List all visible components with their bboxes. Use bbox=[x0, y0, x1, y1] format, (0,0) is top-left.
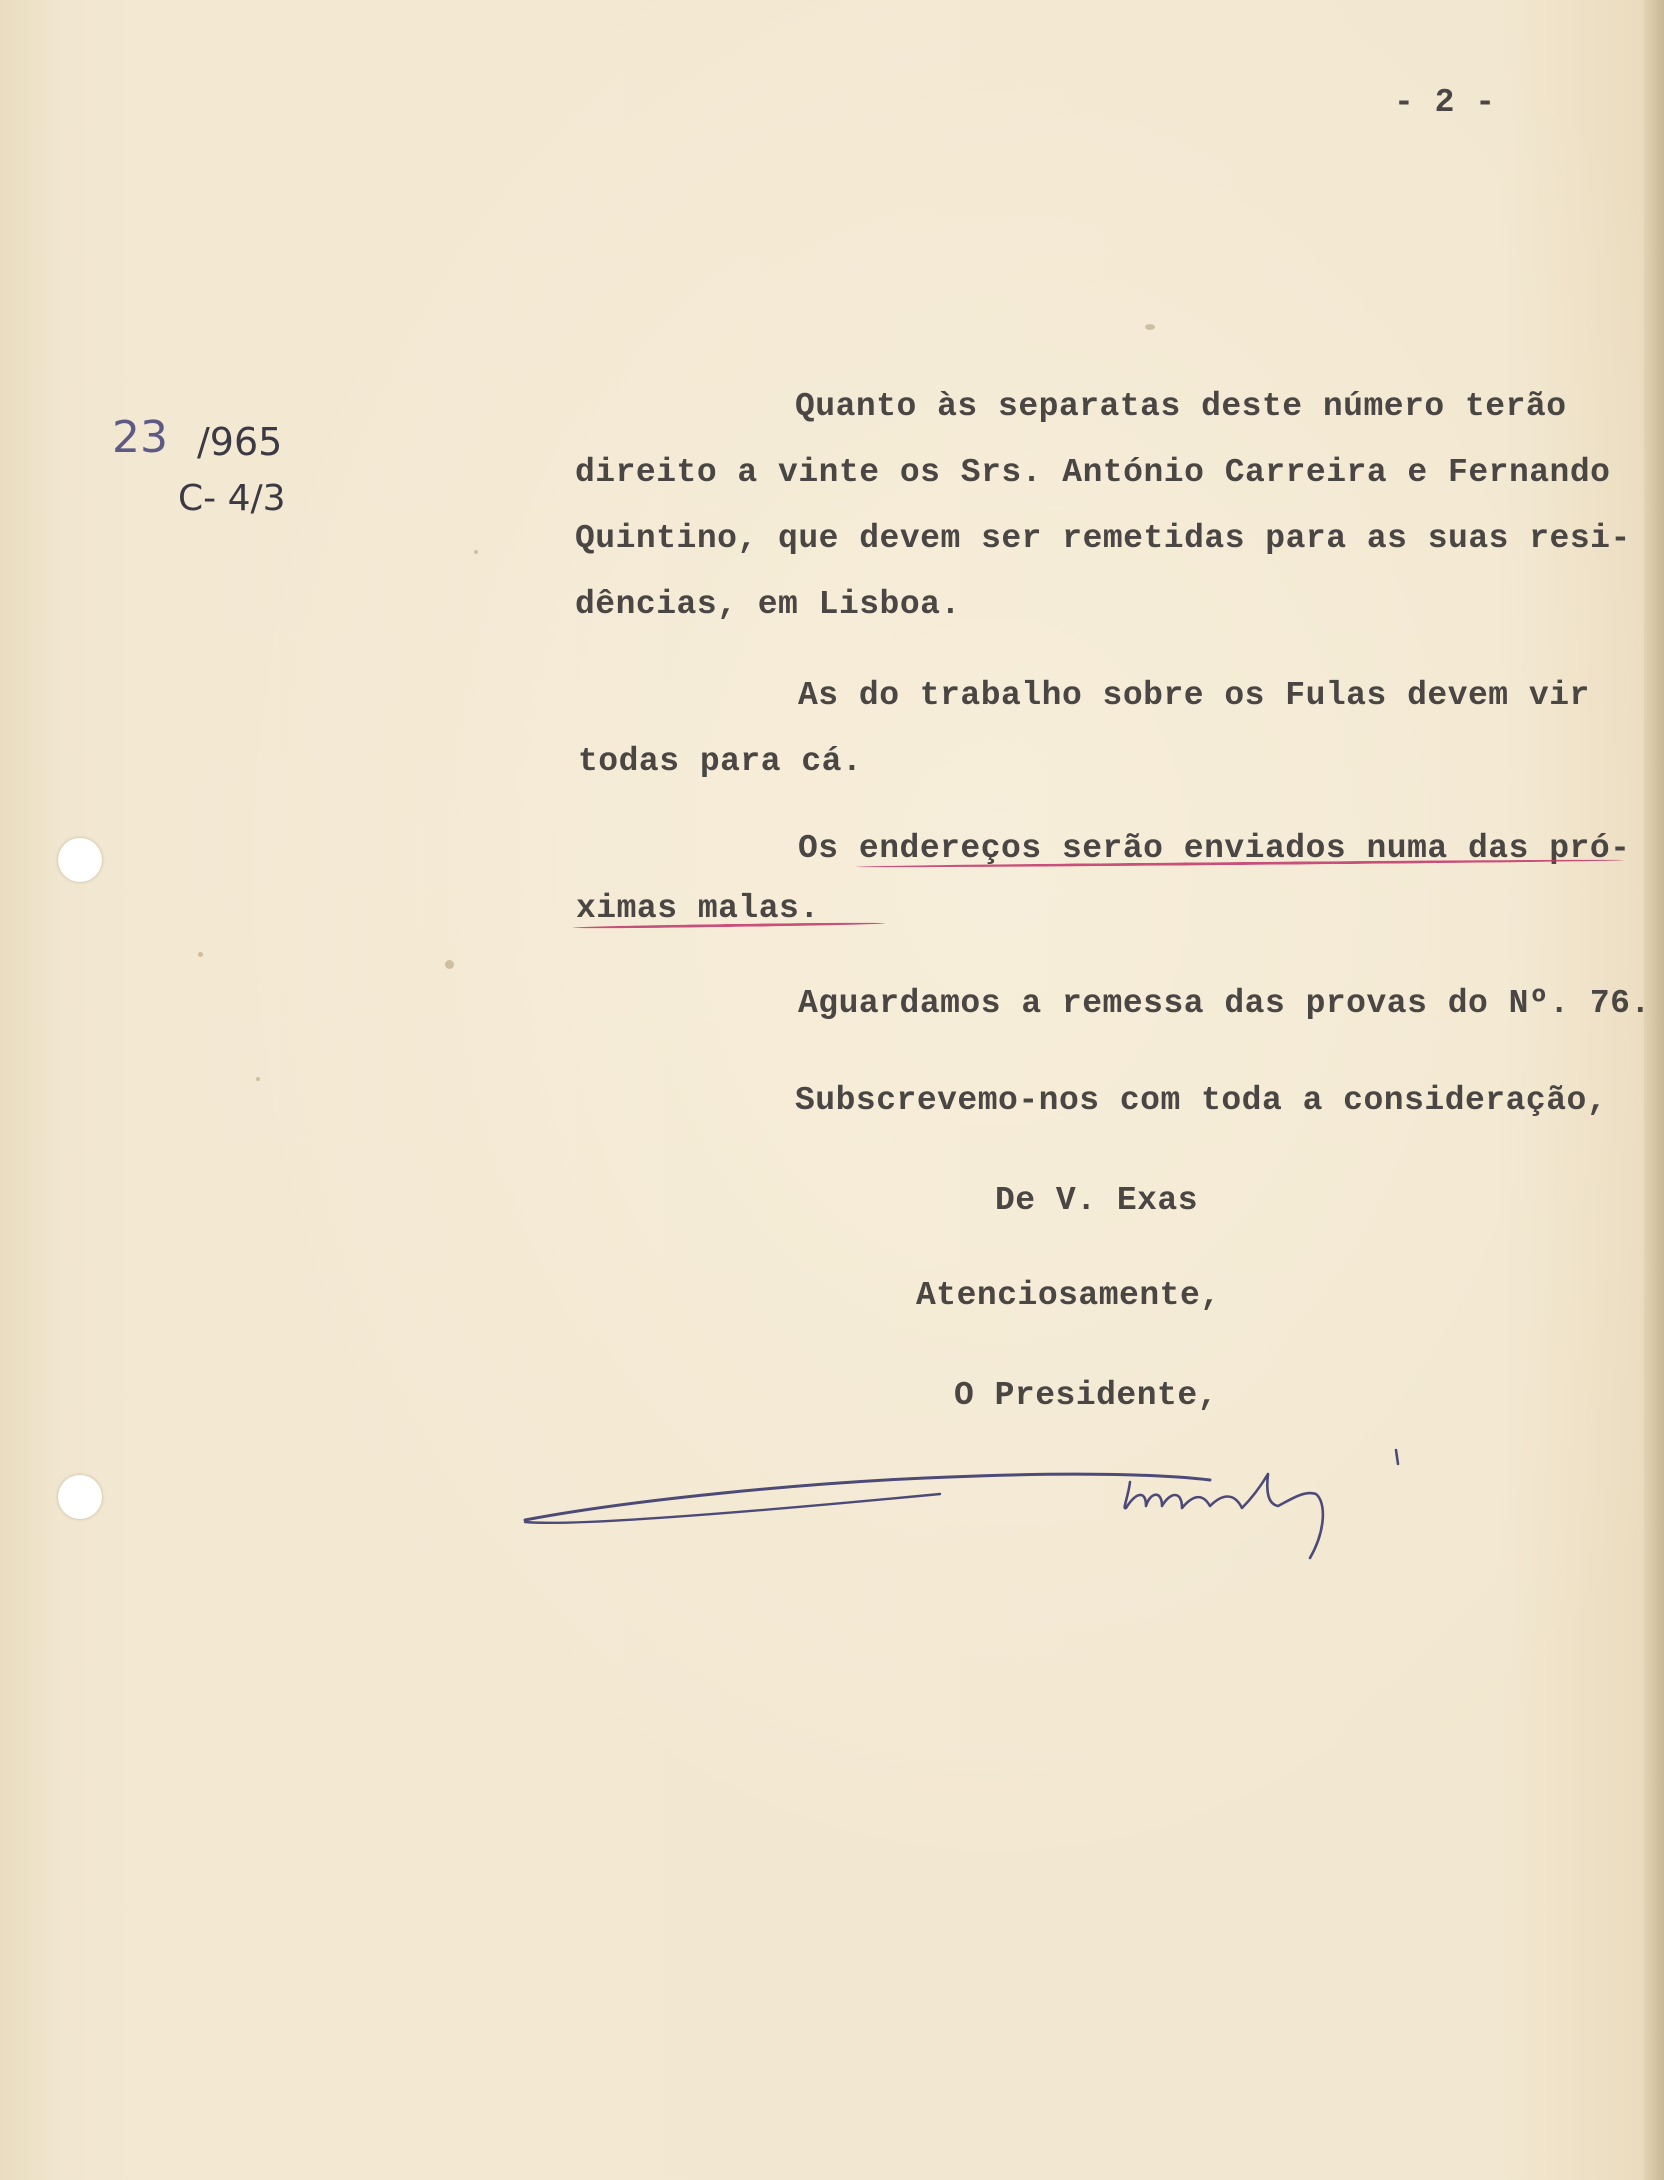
paper-speck bbox=[1145, 324, 1155, 330]
archive-ref-year: /965 bbox=[197, 420, 283, 464]
paper-edge bbox=[1644, 0, 1664, 2180]
closing-regards: Atenciosamente, bbox=[916, 1277, 1221, 1314]
closing-salutation: De V. Exas bbox=[995, 1182, 1199, 1219]
punch-hole-bottom bbox=[58, 1475, 102, 1519]
page-number: - 2 - bbox=[1394, 84, 1496, 121]
archive-ref-code: C- 4/3 bbox=[178, 478, 286, 519]
archive-ref-number: 23 bbox=[112, 412, 168, 463]
signature bbox=[510, 1430, 1470, 1590]
paragraph-5-line-1: Subscrevemo-nos com toda a consideração, bbox=[795, 1082, 1608, 1119]
paragraph-1-line-4: dências, em Lisboa. bbox=[575, 586, 961, 623]
paper-speck bbox=[198, 952, 203, 957]
paragraph-3-line-1: Os endereços serão enviados numa das pró- bbox=[798, 830, 1631, 867]
paper-speck bbox=[445, 960, 454, 969]
paragraph-3-line-2: ximas malas. bbox=[576, 890, 820, 927]
paper-speck bbox=[474, 550, 478, 554]
paragraph-2-line-2: todas para cá. bbox=[578, 743, 863, 780]
paragraph-4-line-1: Aguardamos a remessa das provas do Nº. 76. bbox=[798, 985, 1651, 1022]
paragraph-1-line-1: Quanto às separatas deste número terão bbox=[795, 388, 1567, 425]
paragraph-1-line-2: direito a vinte os Srs. António Carreira e Fernando bbox=[575, 454, 1611, 491]
closing-title: O Presidente, bbox=[954, 1377, 1218, 1414]
paper-speck bbox=[256, 1077, 260, 1081]
paragraph-2-line-1: As do trabalho sobre os Fulas devem vir bbox=[798, 677, 1590, 714]
paragraph-1-line-3: Quintino, que devem ser remetidas para as suas resi- bbox=[575, 520, 1631, 557]
punch-hole-top bbox=[58, 838, 102, 882]
